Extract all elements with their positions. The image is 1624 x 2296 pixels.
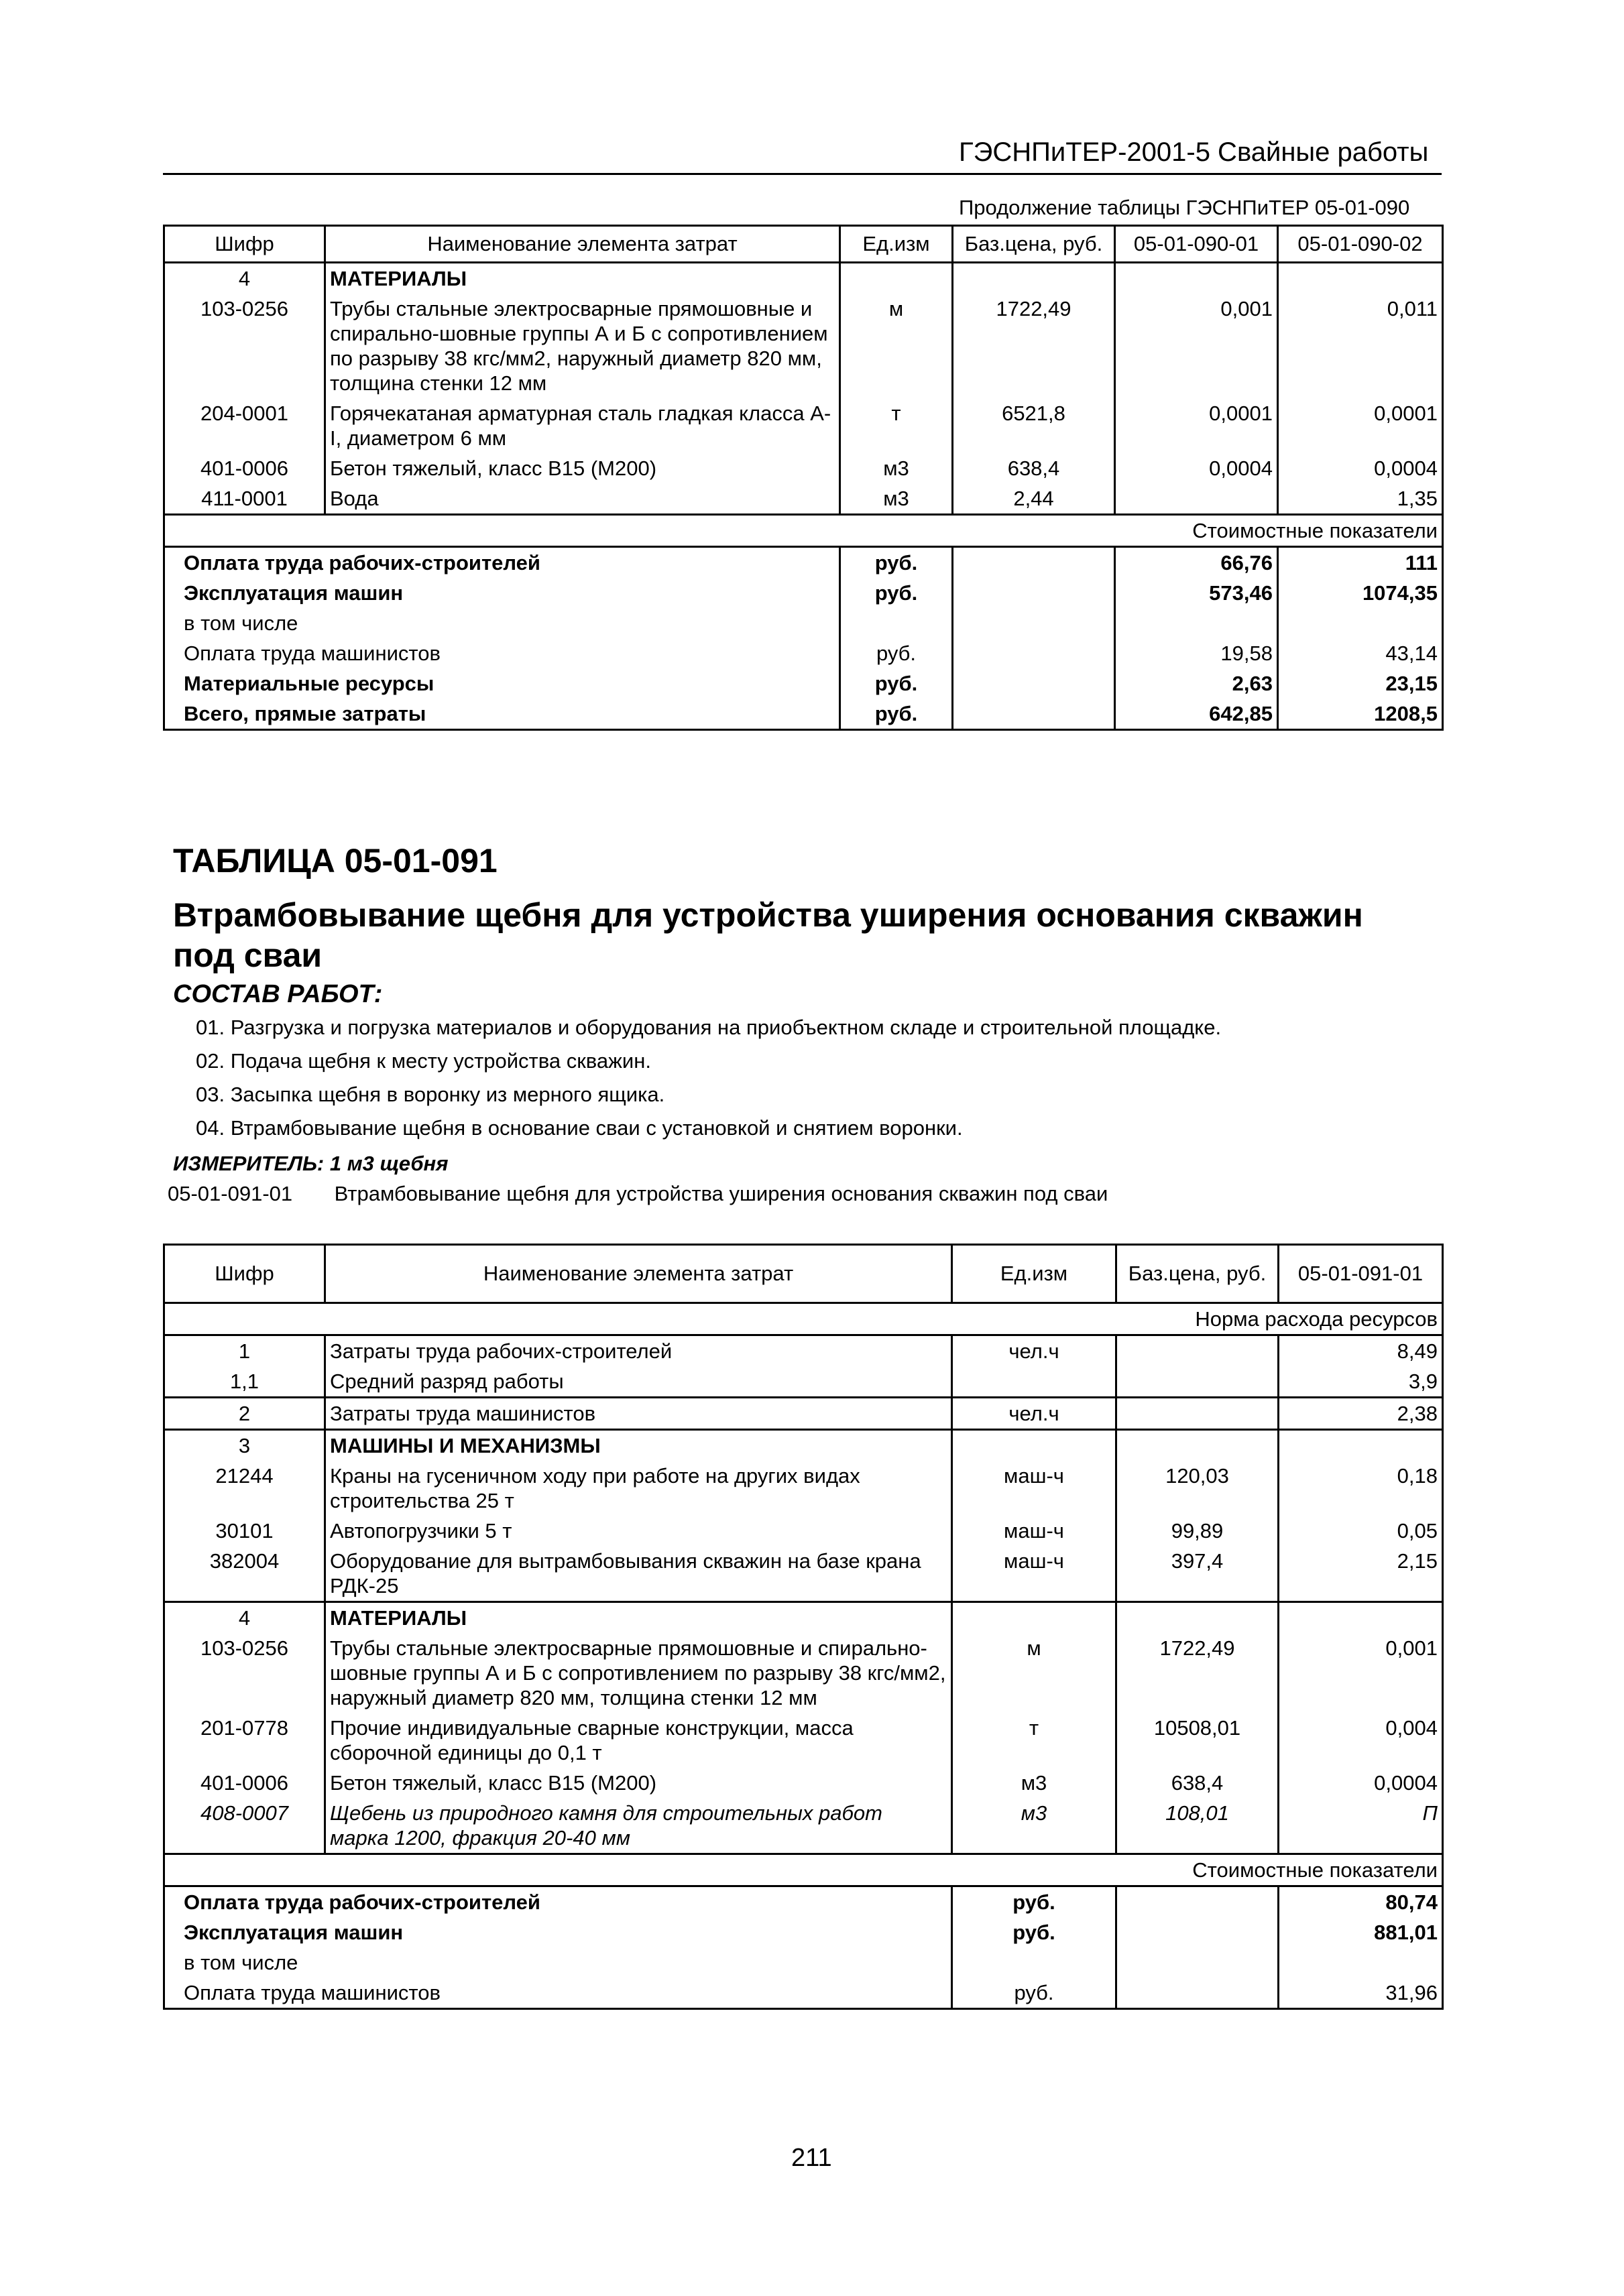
cell-code: 4 <box>164 1602 325 1634</box>
cell-price <box>1116 1335 1279 1367</box>
cost-value-2: 23,15 <box>1278 668 1443 699</box>
cell-price: 638,4 <box>953 453 1115 483</box>
table-row <box>164 1335 1443 1367</box>
table-header-row <box>164 226 1443 263</box>
table-row <box>164 1430 1443 1461</box>
col-header-v2: 05-01-090-02 <box>1278 226 1443 263</box>
cost-row <box>164 1947 1443 1978</box>
cost-value-1: 66,76 <box>1115 547 1278 579</box>
cost-price-empty <box>953 668 1115 699</box>
cell-price: 638,4 <box>1116 1768 1279 1798</box>
cost-name: Материальные ресурсы <box>164 668 840 699</box>
cell-code: 1 <box>164 1335 325 1367</box>
cell-price: 120,03 <box>1116 1461 1279 1516</box>
col-header-name: Наименование элемента затрат <box>325 1245 952 1303</box>
cell-value-1 <box>1115 263 1278 294</box>
work-composition-heading: СОСТАВ РАБОТ: <box>173 980 383 1008</box>
resource-table-090 <box>163 225 1444 731</box>
cost-value-2: 43,14 <box>1278 638 1443 668</box>
cost-value-2 <box>1278 608 1443 638</box>
cell-price <box>1116 1430 1279 1461</box>
table-row <box>164 1713 1443 1768</box>
cell-code: 103-0256 <box>164 294 325 398</box>
cost-value-1: 19,58 <box>1115 638 1278 668</box>
cell-code: 401-0006 <box>164 453 325 483</box>
cell-code: 408-0007 <box>164 1798 325 1854</box>
cell-name: Трубы стальные электросварные прямошовные и спирально-шовные группы А и Б с сопротивлением по разрыву 38 кгс/мм2, наружный диаметр 820 мм, толщина стенки 12 мм <box>325 294 840 398</box>
cost-price-empty <box>953 578 1115 608</box>
cell-price <box>1116 1398 1279 1430</box>
cell-value-1 <box>1279 1430 1443 1461</box>
cell-name: Автопогрузчики 5 т <box>325 1516 952 1546</box>
table-header-row <box>164 1245 1443 1303</box>
cell-name: Щебень из природного камня для строительных работ марка 1200, фракция 20-40 мм <box>325 1798 952 1854</box>
cell-unit: маш-ч <box>952 1546 1116 1602</box>
cell-price: 1722,49 <box>1116 1633 1279 1713</box>
header-divider <box>163 173 1442 175</box>
cost-name: Оплата труда машинистов <box>164 1978 952 2009</box>
cell-unit: т <box>840 398 953 453</box>
cell-code: 382004 <box>164 1546 325 1602</box>
cost-row <box>164 1978 1443 2009</box>
cell-code: 4 <box>164 263 325 294</box>
section-title: ТАБЛИЦА 05-01-091 <box>173 842 498 880</box>
cell-value-1: 0,001 <box>1279 1633 1443 1713</box>
cost-row <box>164 1917 1443 1947</box>
cell-unit <box>952 1366 1116 1398</box>
table-row <box>164 294 1443 398</box>
cell-code: 30101 <box>164 1516 325 1546</box>
cost-price-empty <box>953 638 1115 668</box>
cell-value-1: 0,004 <box>1279 1713 1443 1768</box>
cell-unit: маш-ч <box>952 1461 1116 1516</box>
cost-price-empty <box>953 547 1115 579</box>
page-header-title: ГЭСНПиТЕР-2001-5 Свайные работы <box>959 137 1429 167</box>
cell-unit: м <box>952 1633 1116 1713</box>
cell-name: Средний разряд работы <box>325 1366 952 1398</box>
cost-price-empty <box>1116 1947 1279 1978</box>
table-row <box>164 1602 1443 1634</box>
table-continuation-label: Продолжение таблицы ГЭСНПиТЕР 05-01-090 <box>959 196 1410 219</box>
cost-row <box>164 547 1443 579</box>
cost-unit: руб. <box>952 1917 1116 1947</box>
col-header-code: Шифр <box>164 226 325 263</box>
col-header-unit: Ед.изм <box>952 1245 1116 1303</box>
cell-value-2 <box>1278 263 1443 294</box>
cost-name: в том числе <box>164 608 840 638</box>
table-row <box>164 483 1443 515</box>
cell-price: 2,44 <box>953 483 1115 515</box>
col-header-unit: Ед.изм <box>840 226 953 263</box>
section-subtitle: Втрамбовывание щебня для устройства уширения основания скважин под сваи <box>173 896 1363 974</box>
cell-price <box>1116 1602 1279 1634</box>
norm-code-line <box>168 1182 1108 1206</box>
cell-price: 397,4 <box>1116 1546 1279 1602</box>
cost-row <box>164 699 1443 730</box>
table-row <box>164 1461 1443 1516</box>
work-item: 03. Засыпка щебня в воронку из мерного ящика. <box>196 1083 665 1106</box>
cell-code: 201-0778 <box>164 1713 325 1768</box>
cell-code: 2 <box>164 1398 325 1430</box>
cell-value-1: 0,0001 <box>1115 398 1278 453</box>
table-row <box>164 1516 1443 1546</box>
cell-name: Горячекатаная арматурная сталь гладкая класса А-I, диаметром 6 мм <box>325 398 840 453</box>
cell-unit: т <box>952 1713 1116 1768</box>
cell-name: Затраты труда машинистов <box>325 1398 952 1430</box>
cost-section-label: Стоимостные показатели <box>164 515 1443 547</box>
cell-name: Бетон тяжелый, класс В15 (М200) <box>325 453 840 483</box>
cost-name: в том числе <box>164 1947 952 1978</box>
cell-code: 204-0001 <box>164 398 325 453</box>
cell-value-1: 3,9 <box>1279 1366 1443 1398</box>
cost-row <box>164 608 1443 638</box>
cell-value-1: 2,15 <box>1279 1546 1443 1602</box>
cell-code: 103-0256 <box>164 1633 325 1713</box>
cell-value-1 <box>1115 483 1278 515</box>
cell-unit: м3 <box>952 1768 1116 1798</box>
col-header-code: Шифр <box>164 1245 325 1303</box>
cell-unit <box>840 263 953 294</box>
cell-unit: м3 <box>952 1798 1116 1854</box>
cell-value-1: 0,18 <box>1279 1461 1443 1516</box>
cost-value-1 <box>1115 608 1278 638</box>
cell-value-1: 0,05 <box>1279 1516 1443 1546</box>
cell-name: Краны на гусеничном ходу при работе на других видах строительства 25 т <box>325 1461 952 1516</box>
cell-price: 6521,8 <box>953 398 1115 453</box>
cell-unit: м <box>840 294 953 398</box>
table-row <box>164 263 1443 294</box>
cell-unit: маш-ч <box>952 1516 1116 1546</box>
cell-value-2: 0,0004 <box>1278 453 1443 483</box>
cost-value-1: 31,96 <box>1279 1978 1443 2009</box>
cell-price: 1722,49 <box>953 294 1115 398</box>
cost-unit: руб. <box>840 547 953 579</box>
cost-row <box>164 1886 1443 1918</box>
work-item: 02. Подача щебня к месту устройства скважин. <box>196 1049 651 1073</box>
cost-value-1: 881,01 <box>1279 1917 1443 1947</box>
cell-name: Оборудование для вытрамбовывания скважин на базе крана РДК-25 <box>325 1546 952 1602</box>
table-row <box>164 1633 1443 1713</box>
cell-value-1: П <box>1279 1798 1443 1854</box>
cell-price: 108,01 <box>1116 1798 1279 1854</box>
cell-name: Бетон тяжелый, класс В15 (М200) <box>325 1768 952 1798</box>
cost-value-1: 642,85 <box>1115 699 1278 730</box>
cost-row <box>164 578 1443 608</box>
resource-table-091 <box>163 1244 1444 2010</box>
cell-code: 411-0001 <box>164 483 325 515</box>
cell-unit: м3 <box>840 453 953 483</box>
cost-value-1: 2,63 <box>1115 668 1278 699</box>
cost-value-2: 1208,5 <box>1278 699 1443 730</box>
table-row <box>164 1546 1443 1602</box>
cost-value-1: 80,74 <box>1279 1886 1443 1918</box>
cell-unit: чел.ч <box>952 1335 1116 1367</box>
col-header-v1: 05-01-090-01 <box>1115 226 1278 263</box>
measure-unit: ИЗМЕРИТЕЛЬ: 1 м3 щебня <box>173 1152 449 1175</box>
cell-value-1: 8,49 <box>1279 1335 1443 1367</box>
col-header-price: Баз.цена, руб. <box>953 226 1115 263</box>
cost-name: Эксплуатация машин <box>164 578 840 608</box>
cell-value-2: 1,35 <box>1278 483 1443 515</box>
norm-code-description: Втрамбовывание щебня для устройства уширения основания скважин под сваи <box>334 1182 1108 1205</box>
cost-name: Оплата труда рабочих-строителей <box>164 1886 952 1918</box>
cell-code: 401-0006 <box>164 1768 325 1798</box>
cell-value-1: 0,001 <box>1115 294 1278 398</box>
cost-unit: руб. <box>952 1886 1116 1918</box>
table-row <box>164 1366 1443 1398</box>
work-item: 04. Втрамбовывание щебня в основание сваи с установкой и снятием воронки. <box>196 1116 963 1140</box>
cost-section-row <box>164 1854 1443 1886</box>
norm-section-label: Норма расхода ресурсов <box>164 1303 1443 1335</box>
table-row <box>164 1798 1443 1854</box>
cost-price-empty <box>953 608 1115 638</box>
cost-price-empty <box>1116 1978 1279 2009</box>
cell-name: МАТЕРИАЛЫ <box>325 263 840 294</box>
cell-unit <box>952 1602 1116 1634</box>
work-item: 01. Разгрузка и погрузка материалов и оборудования на приобъектном складе и строительной площадке. <box>196 1016 1222 1039</box>
cost-price-empty <box>1116 1886 1279 1918</box>
col-header-name: Наименование элемента затрат <box>325 226 840 263</box>
cell-name: Затраты труда рабочих-строителей <box>325 1335 952 1367</box>
cell-value-1: 0,0004 <box>1115 453 1278 483</box>
cell-code: 21244 <box>164 1461 325 1516</box>
cost-price-empty <box>953 699 1115 730</box>
cell-name: Трубы стальные электросварные прямошовные и спирально-шовные группы А и Б с сопротивлением по разрыву 38 кгс/мм2, наружный диаметр 820 мм, толщина стенки 12 мм <box>325 1633 952 1713</box>
cell-value-2: 0,011 <box>1278 294 1443 398</box>
cost-unit: руб. <box>840 699 953 730</box>
cost-section-row <box>164 515 1443 547</box>
cell-name: Вода <box>325 483 840 515</box>
cell-value-1 <box>1279 1602 1443 1634</box>
cost-value-1 <box>1279 1947 1443 1978</box>
cell-price <box>1116 1366 1279 1398</box>
cell-price <box>953 263 1115 294</box>
cell-value-2: 0,0001 <box>1278 398 1443 453</box>
cell-value-1: 2,38 <box>1279 1398 1443 1430</box>
table-row <box>164 1768 1443 1798</box>
cell-unit <box>952 1430 1116 1461</box>
cost-price-empty <box>1116 1917 1279 1947</box>
cell-unit: чел.ч <box>952 1398 1116 1430</box>
cell-name: Прочие индивидуальные сварные конструкции, масса сборочной единицы до 0,1 т <box>325 1713 952 1768</box>
cost-value-2: 111 <box>1278 547 1443 579</box>
norm-section-row <box>164 1303 1443 1335</box>
cost-unit <box>952 1947 1116 1978</box>
cost-name: Эксплуатация машин <box>164 1917 952 1947</box>
cell-value-1: 0,0004 <box>1279 1768 1443 1798</box>
cell-name: МАШИНЫ И МЕХАНИЗМЫ <box>325 1430 952 1461</box>
table-row <box>164 1398 1443 1430</box>
cell-price: 99,89 <box>1116 1516 1279 1546</box>
cost-unit: руб. <box>840 638 953 668</box>
table-row <box>164 398 1443 453</box>
cost-unit: руб. <box>952 1978 1116 2009</box>
cell-name: МАТЕРИАЛЫ <box>325 1602 952 1634</box>
table-row <box>164 453 1443 483</box>
cell-code: 1,1 <box>164 1366 325 1398</box>
cost-row <box>164 668 1443 699</box>
cell-code: 3 <box>164 1430 325 1461</box>
col-header-v1: 05-01-091-01 <box>1279 1245 1443 1303</box>
cost-name: Оплата труда рабочих-строителей <box>164 547 840 579</box>
cost-section-label: Стоимостные показатели <box>164 1854 1443 1886</box>
cost-value-1: 573,46 <box>1115 578 1278 608</box>
cost-row <box>164 638 1443 668</box>
cell-unit: м3 <box>840 483 953 515</box>
norm-code: 05-01-091-01 <box>168 1182 293 1205</box>
cost-name: Оплата труда машинистов <box>164 638 840 668</box>
cost-value-2: 1074,35 <box>1278 578 1443 608</box>
cell-price: 10508,01 <box>1116 1713 1279 1768</box>
cost-name: Всего, прямые затраты <box>164 699 840 730</box>
col-header-price: Баз.цена, руб. <box>1116 1245 1279 1303</box>
cost-unit: руб. <box>840 668 953 699</box>
cost-unit <box>840 608 953 638</box>
cost-unit: руб. <box>840 578 953 608</box>
page-number: 211 <box>791 2144 832 2172</box>
